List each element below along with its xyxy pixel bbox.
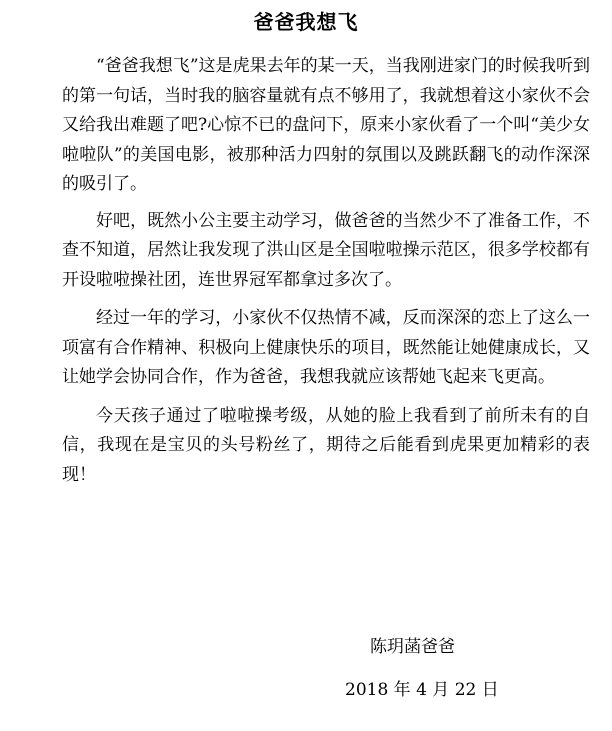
paragraph-1: “爸爸我想飞”这是虎果去年的某一天，当我刚进家门的时候我听到的第一句话，当时我的脑容量就有点不够用了，我就想着这小家伙不会又给我出难题了吧?心惊不已的盘问下，原来小家伙看了一个叫“美少女啦啦队”的美国电影，被那种活力四射的氛围以及跳跃翻飞的动作深深的吸引了。	[62, 56, 590, 194]
signature: 陈玥菡爸爸	[370, 637, 455, 657]
letter-body	[62, 52, 590, 490]
paragraph-4: 今天孩子通过了啦啦操考级，从她的脸上我看到了前所未有的自信，我现在是宝贝的头号粉丝了，期待之后能看到虎果更加精彩的表现！	[62, 405, 590, 485]
paragraph-2: 好吧，既然小公主要主动学习，做爸爸的当然少不了准备工作，不查不知道，居然让我发现了洪山区是全国啦啦操示范区，很多学校都有开设啦啦操社团，连世界冠军都拿过多次了。	[62, 210, 590, 290]
letter-date: 2018 年 4 月 22 日	[345, 680, 499, 700]
paragraph-3: 经过一年的学习，小家伙不仅热情不减，反而深深的恋上了这么一项富有合作精神、积极向上健康快乐的项目，既然能让她健康成长，又让她学会协同合作，作为爸爸，我想我就应该帮她飞起来飞更高。	[62, 308, 590, 387]
letter-title: 爸爸我想飞	[253, 10, 359, 34]
